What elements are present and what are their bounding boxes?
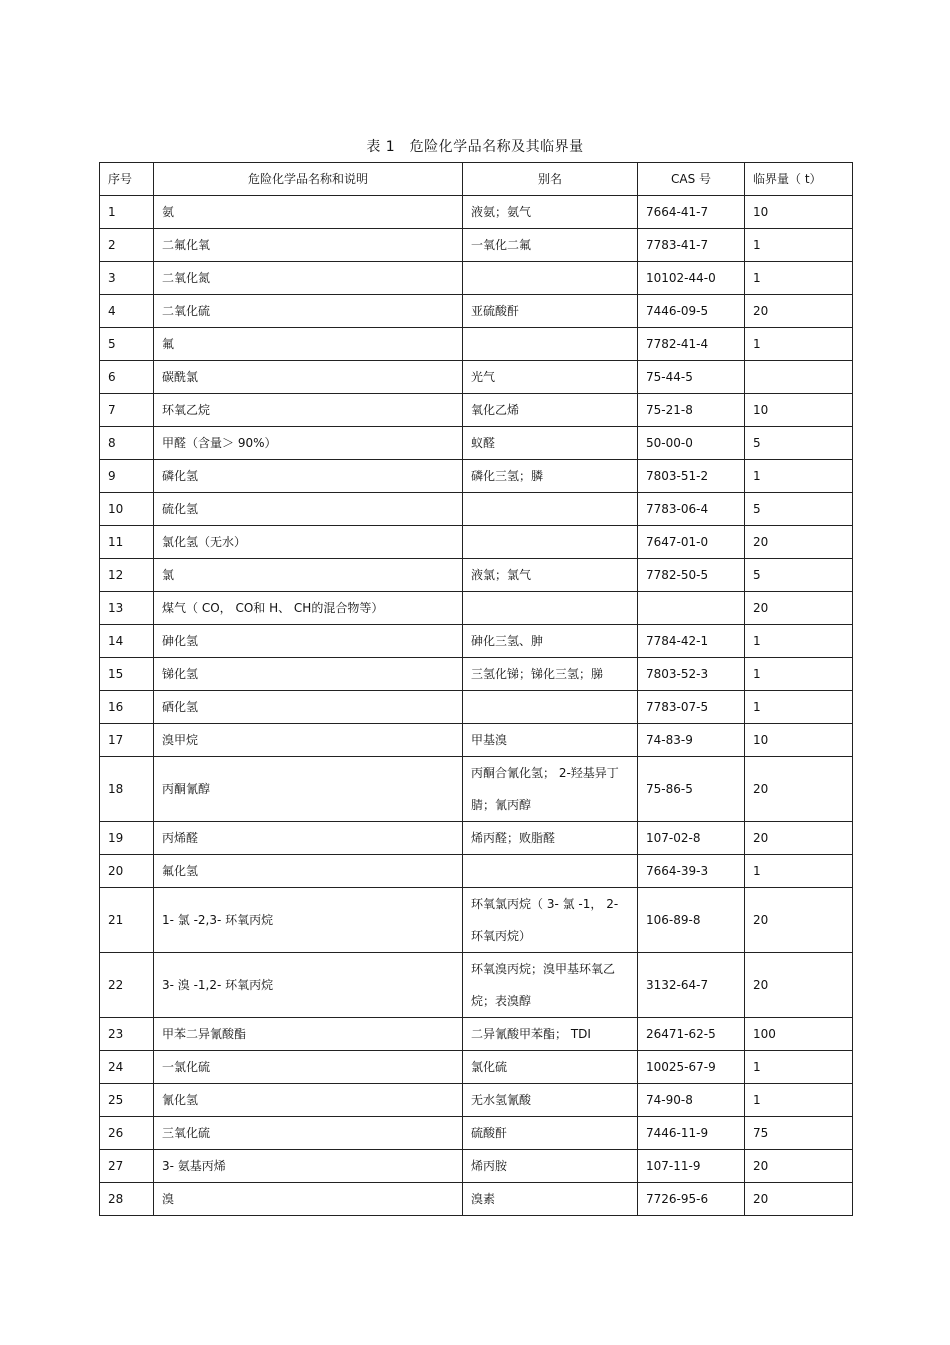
table-row — [100, 888, 853, 953]
cell-threshold: 10 — [745, 196, 853, 229]
cell-no: 6 — [100, 361, 154, 394]
cell-threshold: 5 — [745, 559, 853, 592]
cell-alias: 环氧溴丙烷；溴甲基环氧乙烷；表溴醇 — [463, 953, 638, 1018]
cell-no: 22 — [100, 953, 154, 1018]
cell-threshold: 1 — [745, 328, 853, 361]
header-alias: 别名 — [463, 163, 638, 196]
cell-alias: 液氨；氨气 — [463, 196, 638, 229]
cell-cas: 106-89-8 — [638, 888, 745, 953]
cell-alias: 氯化硫 — [463, 1051, 638, 1084]
cell-threshold: 1 — [745, 691, 853, 724]
table-row — [100, 691, 853, 724]
table-row — [100, 559, 853, 592]
cell-no: 26 — [100, 1117, 154, 1150]
cell-cas: 26471-62-5 — [638, 1018, 745, 1051]
table-row — [100, 526, 853, 559]
table-row — [100, 229, 853, 262]
cell-alias: 氧化乙烯 — [463, 394, 638, 427]
cell-no: 19 — [100, 822, 154, 855]
cell-threshold: 1 — [745, 658, 853, 691]
cell-cas: 75-86-5 — [638, 757, 745, 822]
table-row — [100, 822, 853, 855]
cell-cas: 7647-01-0 — [638, 526, 745, 559]
cell-cas: 7782-41-4 — [638, 328, 745, 361]
cell-name: 环氧乙烷 — [154, 394, 463, 427]
cell-threshold: 20 — [745, 526, 853, 559]
cell-name: 氟化氢 — [154, 855, 463, 888]
cell-alias: 硫酸酐 — [463, 1117, 638, 1150]
table-row — [100, 460, 853, 493]
cell-cas: 107-11-9 — [638, 1150, 745, 1183]
cell-name: 溴甲烷 — [154, 724, 463, 757]
cell-alias: 无水氢氰酸 — [463, 1084, 638, 1117]
cell-name: 磷化氢 — [154, 460, 463, 493]
cell-cas: 7783-41-7 — [638, 229, 745, 262]
cell-name: 溴 — [154, 1183, 463, 1216]
cell-alias: 丙酮合氰化氢； 2-羟基异丁腈；氰丙醇 — [463, 757, 638, 822]
cell-name: 二氧化氮 — [154, 262, 463, 295]
table-row — [100, 1150, 853, 1183]
cell-alias: 蚁醛 — [463, 427, 638, 460]
cell-threshold: 1 — [745, 1051, 853, 1084]
table-title: 表 1 危险化学品名称及其临界量 — [366, 139, 584, 155]
cell-threshold: 1 — [745, 855, 853, 888]
cell-alias: 二异氰酸甲苯酯； TDI — [463, 1018, 638, 1051]
cell-name: 碳酰氯 — [154, 361, 463, 394]
cell-threshold: 20 — [745, 822, 853, 855]
cell-cas: 75-21-8 — [638, 394, 745, 427]
cell-threshold: 1 — [745, 229, 853, 262]
cell-alias: 砷化三氢、胂 — [463, 625, 638, 658]
cell-threshold: 20 — [745, 888, 853, 953]
cell-no: 25 — [100, 1084, 154, 1117]
table-row — [100, 493, 853, 526]
cell-cas: 7783-07-5 — [638, 691, 745, 724]
cell-cas: 7803-51-2 — [638, 460, 745, 493]
cell-no: 15 — [100, 658, 154, 691]
cell-no: 28 — [100, 1183, 154, 1216]
cell-name: 甲醛（含量＞ 90%） — [154, 427, 463, 460]
cell-alias — [463, 328, 638, 361]
cell-no: 18 — [100, 757, 154, 822]
cell-no: 21 — [100, 888, 154, 953]
cell-no: 4 — [100, 295, 154, 328]
cell-name: 氰化氢 — [154, 1084, 463, 1117]
cell-name: 硫化氢 — [154, 493, 463, 526]
cell-alias: 环氧氯丙烷（ 3- 氯 -1， 2- 环氧丙烷） — [463, 888, 638, 953]
cell-cas: 74-90-8 — [638, 1084, 745, 1117]
cell-no: 1 — [100, 196, 154, 229]
cell-no: 8 — [100, 427, 154, 460]
cell-name: 氟 — [154, 328, 463, 361]
cell-no: 7 — [100, 394, 154, 427]
header-threshold: 临界量（ t） — [745, 163, 853, 196]
cell-cas: 7784-42-1 — [638, 625, 745, 658]
cell-name: 1- 氯 -2,3- 环氧丙烷 — [154, 888, 463, 953]
cell-alias: 亚硫酸酐 — [463, 295, 638, 328]
cell-cas: 7446-09-5 — [638, 295, 745, 328]
cell-no: 23 — [100, 1018, 154, 1051]
table-row — [100, 625, 853, 658]
cell-name: 氨 — [154, 196, 463, 229]
cell-cas: 10102-44-0 — [638, 262, 745, 295]
table-row — [100, 394, 853, 427]
cell-threshold: 10 — [745, 724, 853, 757]
cell-threshold: 5 — [745, 427, 853, 460]
cell-name: 丙酮氰醇 — [154, 757, 463, 822]
cell-threshold: 1 — [745, 262, 853, 295]
table-row — [100, 1018, 853, 1051]
cell-cas: 75-44-5 — [638, 361, 745, 394]
cell-name: 氯化氢（无水） — [154, 526, 463, 559]
cell-cas: 7803-52-3 — [638, 658, 745, 691]
cell-cas: 7782-50-5 — [638, 559, 745, 592]
cell-alias — [463, 526, 638, 559]
cell-cas — [638, 592, 745, 625]
cell-cas: 74-83-9 — [638, 724, 745, 757]
table-row — [100, 757, 853, 822]
cell-name: 二氟化氧 — [154, 229, 463, 262]
cell-name: 三氧化硫 — [154, 1117, 463, 1150]
cell-threshold: 1 — [745, 625, 853, 658]
cell-cas: 3132-64-7 — [638, 953, 745, 1018]
cell-alias — [463, 262, 638, 295]
cell-alias: 三氢化锑；锑化三氢；䏲 — [463, 658, 638, 691]
cell-cas: 10025-67-9 — [638, 1051, 745, 1084]
cell-cas: 50-00-0 — [638, 427, 745, 460]
cell-alias: 液氯；氯气 — [463, 559, 638, 592]
cell-name: 砷化氢 — [154, 625, 463, 658]
cell-alias — [463, 855, 638, 888]
cell-no: 27 — [100, 1150, 154, 1183]
cell-threshold — [745, 361, 853, 394]
cell-no: 20 — [100, 855, 154, 888]
cell-alias — [463, 493, 638, 526]
table-row — [100, 855, 853, 888]
header-row — [100, 163, 853, 196]
cell-name: 3- 氨基丙烯 — [154, 1150, 463, 1183]
cell-threshold: 5 — [745, 493, 853, 526]
cell-no: 2 — [100, 229, 154, 262]
cell-threshold: 20 — [745, 592, 853, 625]
cell-threshold: 75 — [745, 1117, 853, 1150]
cell-threshold: 100 — [745, 1018, 853, 1051]
cell-alias — [463, 592, 638, 625]
table-row — [100, 295, 853, 328]
cell-alias: 磷化三氢；膦 — [463, 460, 638, 493]
hazardous-chemicals-table — [99, 162, 853, 1216]
table-row — [100, 1117, 853, 1150]
cell-threshold: 20 — [745, 295, 853, 328]
cell-threshold: 20 — [745, 1183, 853, 1216]
cell-cas: 7783-06-4 — [638, 493, 745, 526]
cell-cas: 7726-95-6 — [638, 1183, 745, 1216]
table-row — [100, 1183, 853, 1216]
table-row — [100, 1084, 853, 1117]
table-row — [100, 196, 853, 229]
table-row — [100, 1051, 853, 1084]
header-no: 序号 — [100, 163, 154, 196]
cell-alias: 光气 — [463, 361, 638, 394]
table-row — [100, 361, 853, 394]
cell-name: 一氯化硫 — [154, 1051, 463, 1084]
cell-alias — [463, 691, 638, 724]
table-row — [100, 427, 853, 460]
table-row — [100, 262, 853, 295]
cell-name: 氯 — [154, 559, 463, 592]
cell-name: 二氧化硫 — [154, 295, 463, 328]
cell-cas: 107-02-8 — [638, 822, 745, 855]
cell-cas: 7664-41-7 — [638, 196, 745, 229]
header-name: 危险化学品名称和说明 — [154, 163, 463, 196]
cell-no: 17 — [100, 724, 154, 757]
cell-name: 煤气（ CO， CO和 H、 CH的混合物等） — [154, 592, 463, 625]
cell-alias: 烯丙胺 — [463, 1150, 638, 1183]
cell-no: 9 — [100, 460, 154, 493]
cell-name: 丙烯醛 — [154, 822, 463, 855]
cell-no: 11 — [100, 526, 154, 559]
table-row — [100, 953, 853, 1018]
cell-alias: 一氧化二氟 — [463, 229, 638, 262]
header-cas: CAS 号 — [638, 163, 745, 196]
cell-alias: 溴素 — [463, 1183, 638, 1216]
cell-no: 13 — [100, 592, 154, 625]
table-row — [100, 658, 853, 691]
table-body — [100, 196, 853, 1216]
cell-no: 5 — [100, 328, 154, 361]
cell-name: 甲苯二异氰酸酯 — [154, 1018, 463, 1051]
cell-threshold: 20 — [745, 1150, 853, 1183]
cell-threshold: 1 — [745, 1084, 853, 1117]
cell-no: 10 — [100, 493, 154, 526]
table-row — [100, 724, 853, 757]
cell-threshold: 1 — [745, 460, 853, 493]
table-row — [100, 592, 853, 625]
table-row — [100, 328, 853, 361]
cell-cas: 7446-11-9 — [638, 1117, 745, 1150]
cell-alias: 烯丙醛；败脂醛 — [463, 822, 638, 855]
cell-no: 14 — [100, 625, 154, 658]
cell-no: 16 — [100, 691, 154, 724]
cell-threshold: 20 — [745, 757, 853, 822]
cell-no: 3 — [100, 262, 154, 295]
cell-threshold: 20 — [745, 953, 853, 1018]
cell-no: 24 — [100, 1051, 154, 1084]
cell-name: 硒化氢 — [154, 691, 463, 724]
cell-alias: 甲基溴 — [463, 724, 638, 757]
cell-threshold: 10 — [745, 394, 853, 427]
cell-cas: 7664-39-3 — [638, 855, 745, 888]
cell-name: 锑化氢 — [154, 658, 463, 691]
cell-name: 3- 溴 -1,2- 环氧丙烷 — [154, 953, 463, 1018]
cell-no: 12 — [100, 559, 154, 592]
